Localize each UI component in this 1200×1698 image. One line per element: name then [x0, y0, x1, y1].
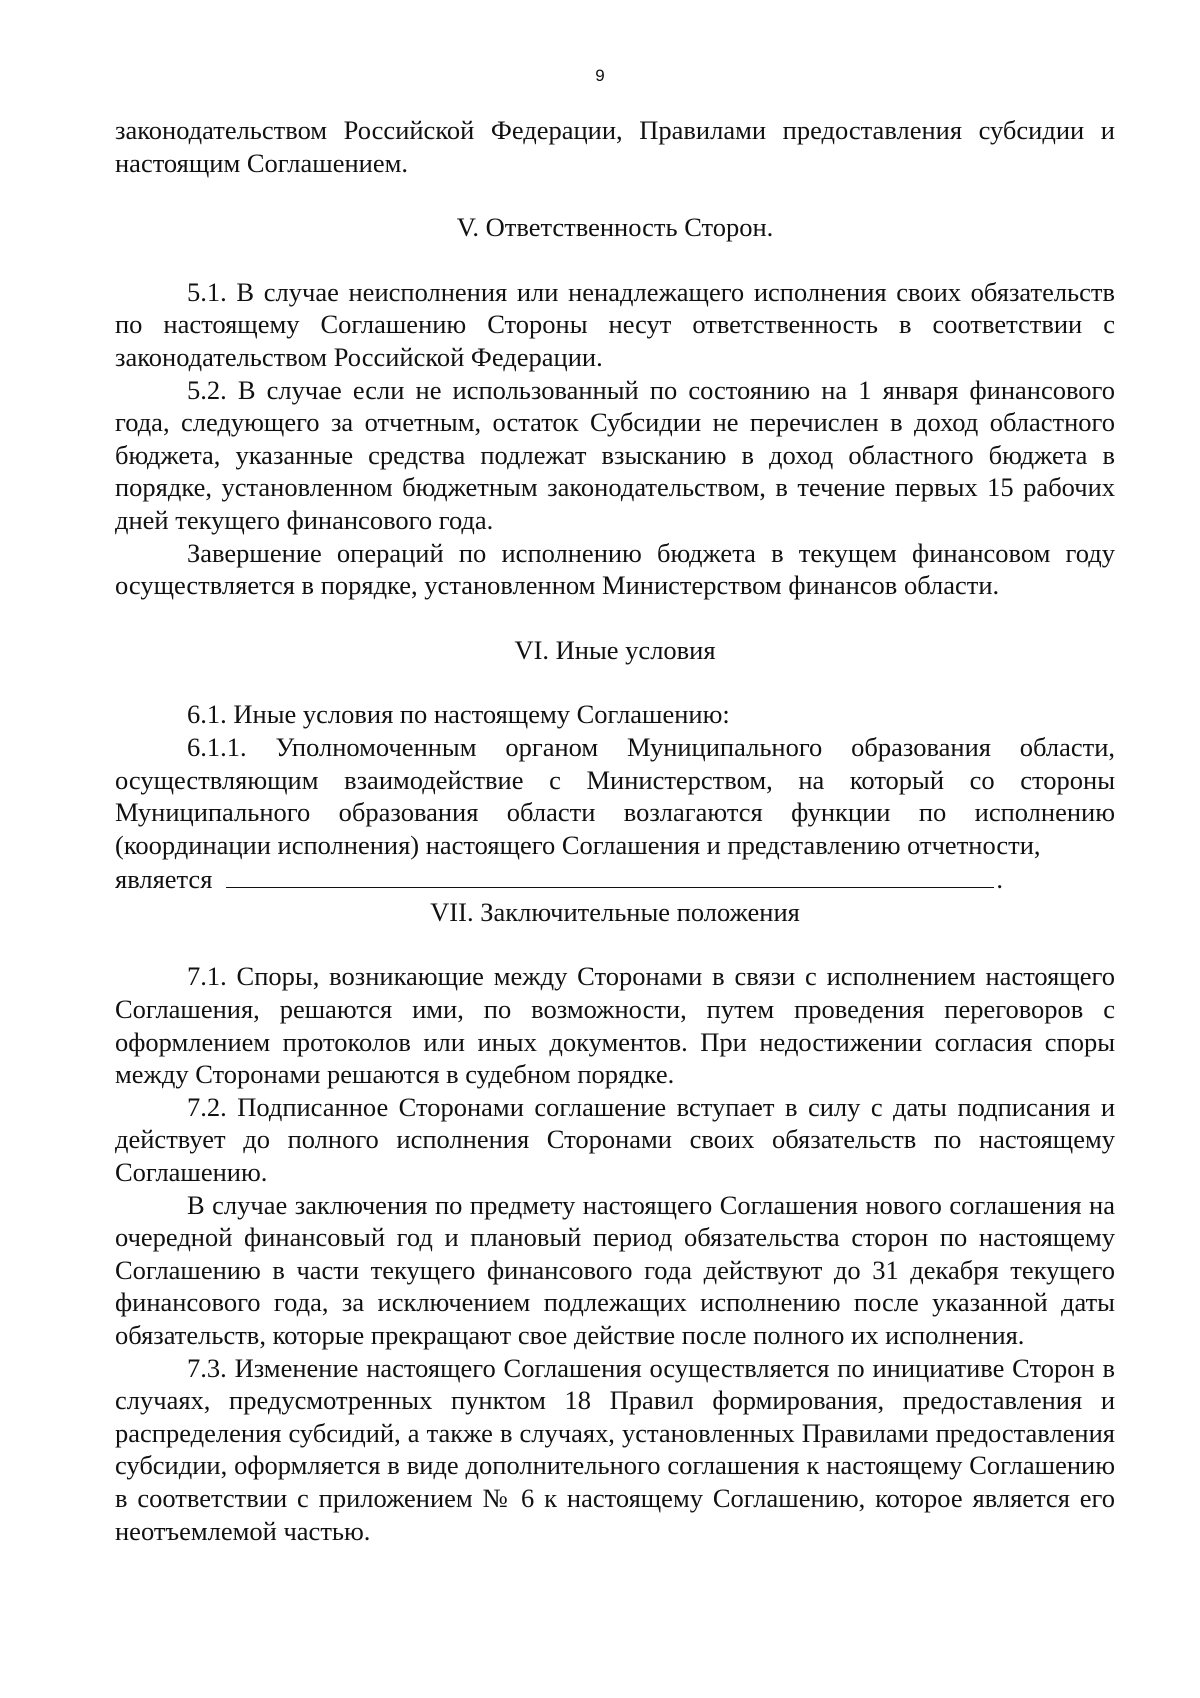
paragraph-7-2: 7.2. Подписанное Сторонами соглашение вступает в силу с даты подписания и действует до полного исполнения Сторонами своих обязательств по настоящему Соглашению.	[115, 1091, 1115, 1188]
authority-blank-field[interactable]	[226, 861, 994, 888]
intro-paragraph: законодательством Российской Федерации, Правилами предоставления субсидии и настоящим Соглашением.	[115, 115, 1115, 178]
document-body	[115, 114, 1115, 1547]
paragraph-6-1-1-end	[115, 861, 1115, 896]
section-5-title: V. Ответственность Сторон.	[456, 212, 774, 243]
paragraph-7-2-continuation: В случае заключения по предмету настоящего Соглашения нового соглашения на очередной финансовый год и плановый период обязательства сторон по настоящему Соглашению в части текущего финансового года действуют до 31 декабря текущего финансового года, за исключением подлежащих исполнению после указанной даты обязательств, которые прекращают свое действие после полного их исполнения.	[115, 1189, 1115, 1350]
paragraph-7-1: 7.1. Споры, возникающие между Сторонами в связи с исполнением настоящего Соглашения, решаются ими, по возможности, путем проведения переговоров с оформлением протоколов или иных документов. При недостижении согласия споры между Сторонами решаются в судебном порядке.	[115, 961, 1115, 1090]
section-6-title: VI. Иные условия	[514, 634, 716, 665]
paragraph-5-2: 5.2. В случае если не использованный по состоянию на 1 января финансового года, следующего за отчетным, остаток Субсидии не перечислен в доход областного бюджета, указанные средства подлежат взысканию в доход областного бюджета в порядке, установленном бюджетным законодательством, в течение первых 15 рабочих дней текущего финансового года.	[115, 374, 1115, 535]
paragraph-6-1: 6.1. Иные условия по настоящему Соглашению:	[187, 699, 730, 730]
paragraph-7-3: 7.3. Изменение настоящего Соглашения осуществляется по инициативе Сторон в случаях, предусмотренных пунктом 18 Правил формирования, предоставления и распределения субсидий, а также в случаях, установленных Правилами предоставления субсидии, оформляется в виде дополнительного соглашения к настоящему Соглашению в соответствии с приложением № 6 к настоящему Соглашению, которое является его неотъемлемой частью.	[115, 1352, 1115, 1546]
section-7-title: VII. Заключительные положения	[430, 896, 800, 927]
paragraph-5-1: 5.1. В случае неисполнения или ненадлежащего исполнения своих обязательств по настоящему Соглашению Стороны несут ответственность в соответствии с законодательством Российской Федерации.	[115, 276, 1115, 372]
paragraph-5-2-continuation: Завершение операций по исполнению бюджета в текущем финансовом году осуществляется в порядке, установленном Министерством финансов области.	[115, 537, 1115, 601]
authority-end-punct: .	[996, 864, 1004, 895]
paragraph-6-1-1: 6.1.1. Уполномоченным органом Муниципального образования области, осуществляющим взаимодействие с Министерством, на который со стороны Муниципального образования области возлагаются функции по исполнению (координации исполнения) настоящего Соглашения и представлению отчетности,	[115, 731, 1115, 860]
page-number: 9	[595, 66, 605, 85]
authority-label: является	[115, 864, 213, 895]
